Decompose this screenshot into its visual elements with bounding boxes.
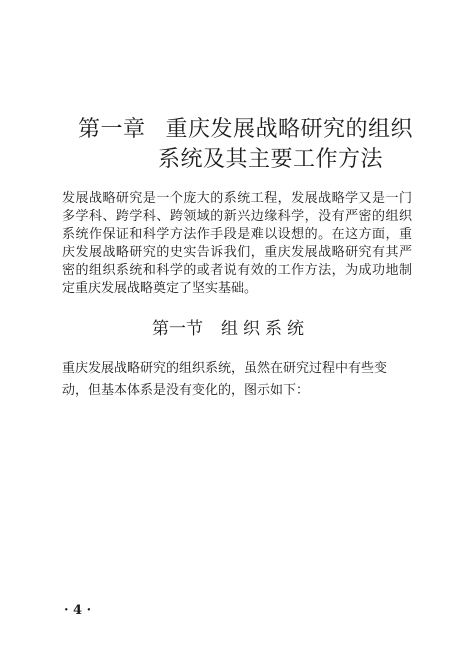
section-heading	[152, 318, 309, 340]
section-title: 组织系统	[221, 319, 309, 339]
page-number: · 4 ·	[64, 603, 92, 618]
chapter-title-part-1: 重庆发展战略研究的组织	[165, 117, 414, 142]
section-number: 第一节	[152, 319, 203, 339]
section-paragraph	[62, 358, 412, 402]
chapter-title-line-1	[78, 116, 413, 144]
intro-paragraph	[62, 190, 412, 298]
intro-text: 发展战略研究是一个庞大的系统工程，发展战略学又是一门多学科、跨学科、跨领域的新兴边缘科学，没有严密的组织系统作保证和科学方法作手段是难以设想的。在这方面，重庆发展战略研究的史实告诉我们，重庆发展战略研究有其严密的组织系统和科学的或者说有效的工作方法，为成功地制定重庆发展战略奠定了坚实基础。	[62, 191, 412, 296]
section-text: 重庆发展战略研究的组织系统，虽然在研究过程中有些变动，但基本体系是没有变化的，图示如下：	[62, 361, 388, 398]
chapter-number: 第一章	[78, 117, 146, 142]
chapter-title-line-2: 系统及其主要工作方法	[158, 147, 384, 172]
